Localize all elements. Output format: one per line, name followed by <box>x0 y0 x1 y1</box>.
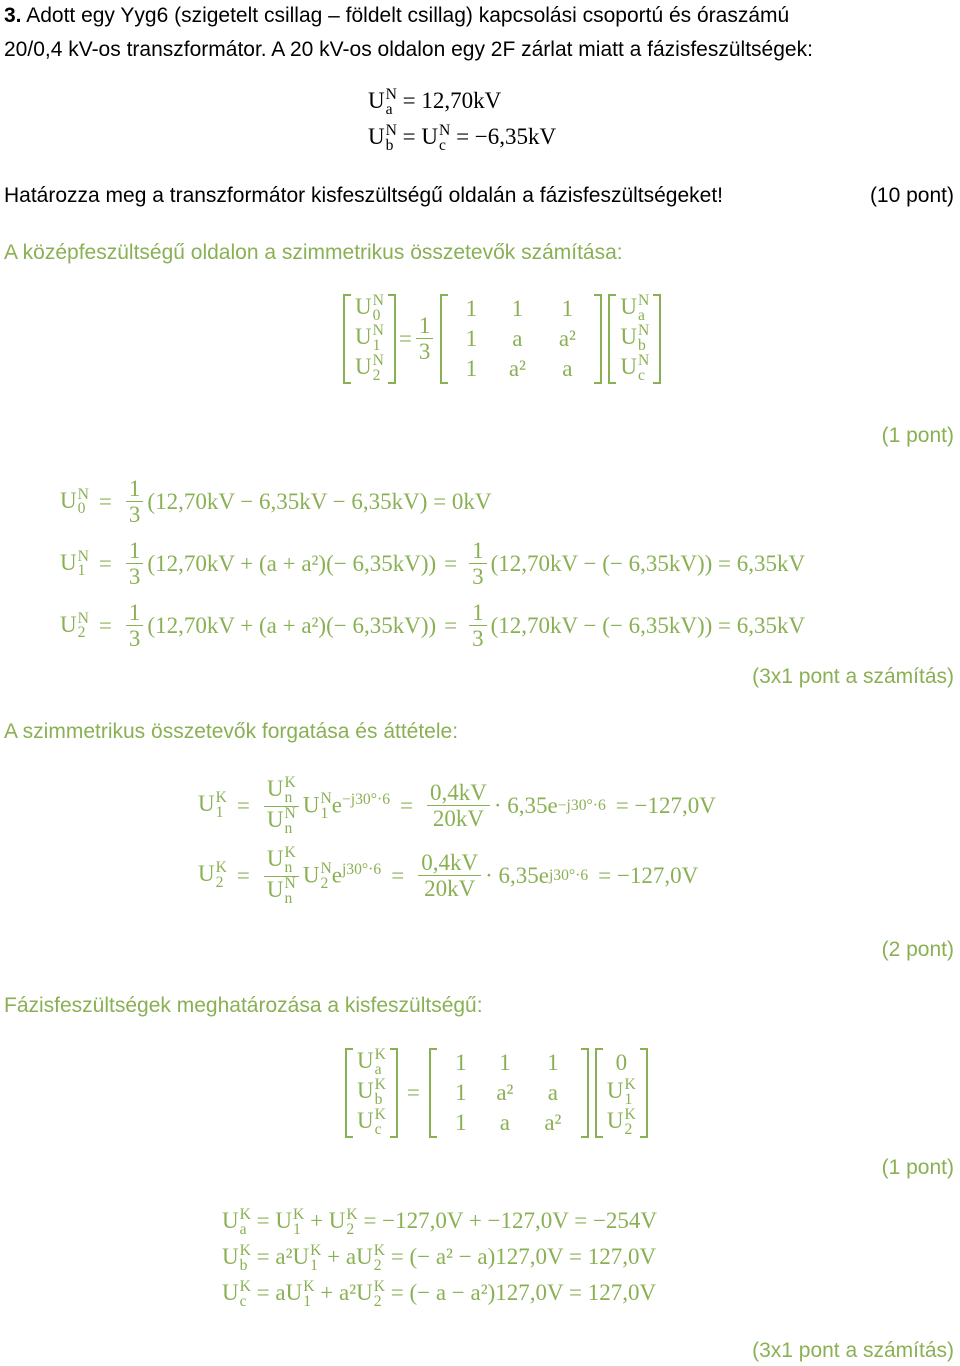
given-ua-value: = 12,70kV <box>402 88 502 114</box>
section1-points: (1 pont) <box>881 424 954 447</box>
ub-expr: = (− a² − a)127,0V = 127,0V <box>390 1244 657 1270</box>
section1-title: A középfeszültségű oldalon a szimmetrikus összetevők számítása: <box>4 241 623 264</box>
problem-statement-1: Adott egy Yyg6 (szigetelt csillag – földelt csillag) kapcsolási csoportú és óraszámú <box>26 4 790 27</box>
given-ubc-value: = −6,35kV <box>456 124 557 150</box>
uc-expr: = (− a − a²)127,0V = 127,0V <box>390 1280 657 1306</box>
u1-expr-right: (12,70kV − (− 6,35kV)) = 6,35kV <box>490 551 806 577</box>
rot2-exponent-2: j30°·6 <box>548 867 589 885</box>
uk-012-vector: 0 U K 1 U K 2 <box>595 1048 648 1138</box>
uk-abc-vector: U K a U K b U K c <box>345 1048 398 1138</box>
section3-title: Fázisfeszültségek meghatározása a kisfeszültségű: <box>4 994 483 1017</box>
rot2-exponent: j30°·6 <box>341 860 382 878</box>
u0-expr: (12,70kV − 6,35kV − 6,35kV) = 0kV <box>147 489 492 515</box>
section3-points: (1 pont) <box>881 1156 954 1179</box>
rotation-equation-1: U K 1 = U K n U N n U N 1 $e^{-j30^\circ\cdot 6}$ = $\frac{0,4kV}{20kV}$ · 6,35e −j30°·6 = −127,0V <box>198 774 716 837</box>
u2-expr-left: (12,70kV + (a + a²)(− 6,35kV)) <box>147 613 437 639</box>
u0-equation: U N 0 = $\frac{1}{3}$ (12,70kV − 6,35kV − 6,35kV) = 0kV <box>60 476 492 528</box>
rot1-num: 0,4kV <box>427 780 490 806</box>
u1-expr-left: (12,70kV + (a + a²)(− 6,35kV)) <box>147 551 437 577</box>
rotation-equation-2: U K 2 = U K n U N n U N 2 $e^{j30^\circ\cdot 6}$ = $\frac{0,4kV}{20kV}$ · 6,35e j30°·6 = −127,0V <box>198 844 699 907</box>
transform-matrix: 1 1 1 1 a a² 1 a² a <box>440 294 602 384</box>
uc-result: U K c = aU K 1 + a²U K 2 = (− a − a²)127,0V = 127,0V <box>222 1278 657 1310</box>
calc-points-2: (3x1 pont a számítás) <box>752 1339 954 1362</box>
given-ubc: U N b = U N c = −6,35kV <box>368 122 557 154</box>
rot2-final: = −127,0V <box>598 863 699 889</box>
inverse-transform-matrix: 1 1 1 1 a² a 1 a a² <box>429 1048 589 1138</box>
rot1-final: = −127,0V <box>615 793 716 819</box>
rot1-den: 20kV <box>432 806 484 832</box>
rot2-num: 0,4kV <box>418 850 481 876</box>
problem-statement-2: 20/0,4 kV-os transzformátor. A 20 kV-os oldalon egy 2F zárlat miatt a fázisfeszültségek: <box>4 38 813 61</box>
section2-title: A szimmetrikus összetevők forgatása és áttétele: <box>4 720 459 743</box>
problem-number: 3. <box>4 4 22 27</box>
rot2-result: · 6,35e <box>485 863 549 889</box>
u012-vector: U N 0 U N 1 U N 2 <box>343 294 396 384</box>
u2-equation: U N 2 = $\frac{1}{3}$ (12,70kV + (a + a²)(− 6,35kV)) = $\frac{1}{3}$ (12,70kV − (− 6,35kV)) = 6,35kV <box>60 600 806 652</box>
uabc-vector: U N a U N b U N c <box>608 294 661 384</box>
rot1-result: · 6,35e <box>493 793 558 819</box>
ua-expr: = −127,0V + −127,0V = −254V <box>363 1208 658 1234</box>
ub-result: U K b = a²U K 1 + aU K 2 = (− a² − a)127,0V = 127,0V <box>222 1242 657 1274</box>
section2-points: (2 pont) <box>881 938 954 961</box>
u1-equation: U N 1 = $\frac{1}{3}$ (12,70kV + (a + a²)(− 6,35kV)) = $\frac{1}{3}$ (12,70kV − (− 6,35kV)) = 6,35kV <box>60 538 806 590</box>
rot1-exponent: −j30°·6 <box>341 790 391 808</box>
symmetric-matrix-equation: U N 0 U N 1 U N 2 = $\frac{1}{3}$ 1 1 1 1 a a² 1 a² a U N a U N b U N c <box>340 294 664 384</box>
ua-result: U K a = U K 1 + U K 2 = −127,0V + −127,0V = −254V <box>222 1206 658 1238</box>
given-ua: U N a = 12,70kV <box>368 86 502 118</box>
rot1-exponent-2: −j30°·6 <box>557 797 606 815</box>
inverse-matrix-equation: U K a U K b U K c = 1 1 1 1 a² a 1 a a² 0 U K 1 U K 2 <box>342 1048 651 1138</box>
rot2-den: 20kV <box>424 876 476 902</box>
question: Határozza meg a transzformátor kisfeszültségű oldalán a fázisfeszültségeket! <box>4 184 724 207</box>
problem-line-1 <box>4 4 789 28</box>
calc-points-1: (3x1 pont a számítás) <box>752 665 954 688</box>
u2-expr-right: (12,70kV − (− 6,35kV)) = 6,35kV <box>490 613 806 639</box>
question-points: (10 pont) <box>869 184 954 207</box>
